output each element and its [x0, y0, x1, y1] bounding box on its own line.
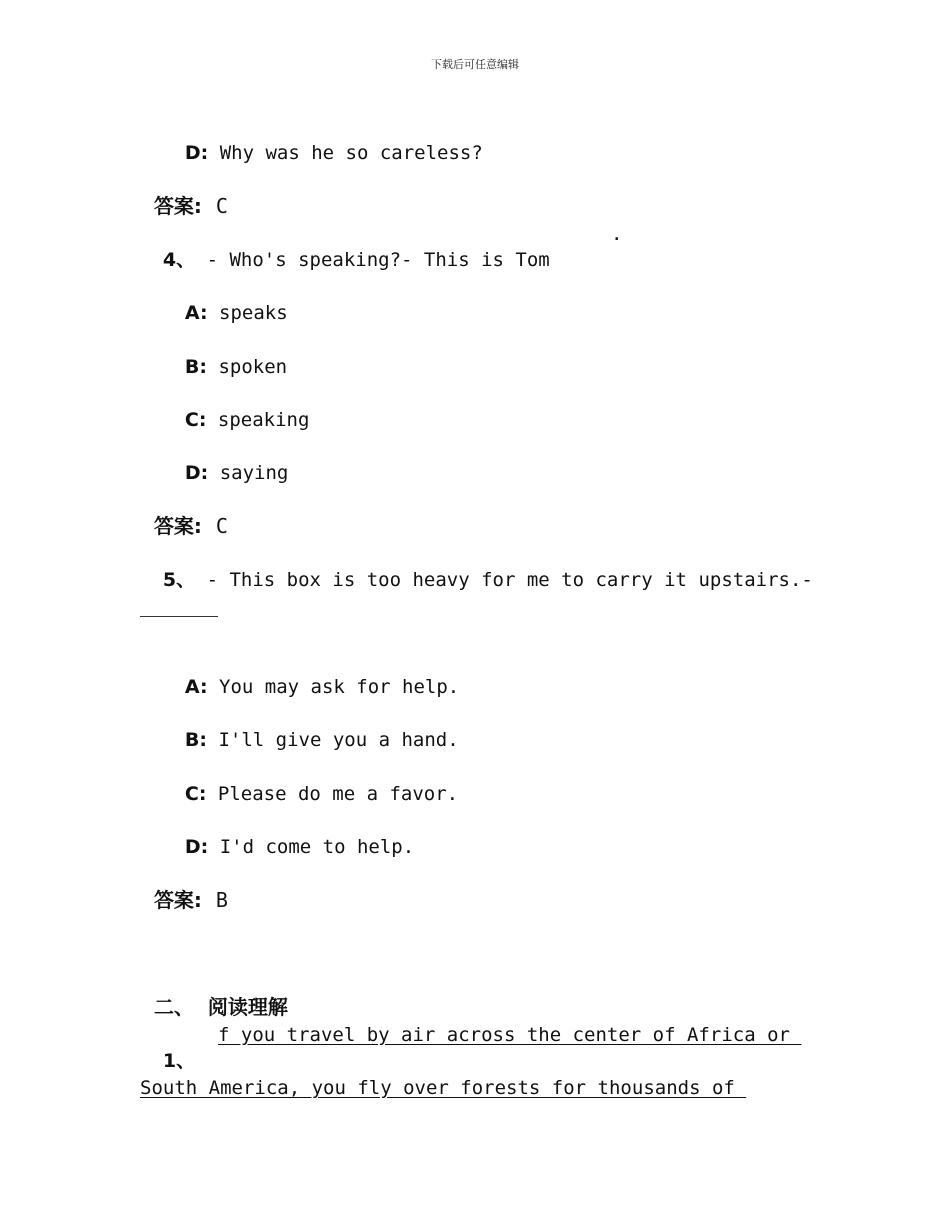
option-text: spoken [218, 356, 288, 378]
question-number: 4、 [162, 249, 196, 271]
option-label: A: [184, 302, 208, 324]
question-number: 1、 [162, 1050, 196, 1072]
answer-label: 答案: [153, 514, 202, 538]
option-label: D: [184, 142, 209, 164]
q5-stem [140, 541, 813, 593]
q4-stem-end: . [611, 223, 623, 245]
q5-answer [140, 861, 228, 913]
option-text: speaking [217, 409, 310, 431]
q4-option-b [162, 328, 287, 380]
option-text: You may ask for help. [219, 676, 460, 698]
option-label: B: [184, 729, 207, 751]
option-label: B: [184, 356, 207, 378]
answer-label: 答案: [153, 888, 202, 912]
reading-line-2: South America, you fly over forests for thousands of [140, 1077, 747, 1099]
option-text: speaks [219, 302, 288, 324]
q4-option-d [162, 434, 288, 486]
q5-option-c [162, 755, 458, 807]
q3-option-d [162, 114, 483, 166]
option-label: C: [184, 783, 207, 805]
option-text: I'd come to help. [219, 836, 415, 858]
option-label: D: [184, 462, 209, 484]
question-number: 5、 [162, 569, 196, 591]
answer-label: 答案: [153, 194, 202, 218]
option-text: Why was he so careless? [219, 142, 483, 164]
q5-option-d [162, 808, 414, 860]
q4-option-c [162, 381, 309, 433]
q3-answer [140, 167, 228, 219]
section-number: 二、 [153, 995, 194, 1019]
q5-option-a [162, 648, 459, 700]
section-title: 阅读理解 [207, 995, 288, 1019]
q4-stem [140, 221, 550, 273]
answer-value: B [215, 888, 228, 912]
reading-line-1: f you travel by air across the center of Africa or [218, 1024, 802, 1046]
option-text: saying [219, 462, 289, 484]
option-text: Please do me a favor. [217, 783, 459, 805]
option-label: C: [184, 409, 207, 431]
q5-option-b [162, 701, 459, 753]
q4-answer [140, 487, 228, 539]
question-text: - This box is too heavy for me to carry it upstairs.- [195, 569, 813, 591]
option-label: A: [184, 676, 208, 698]
option-label: D: [184, 836, 209, 858]
answer-value: C [215, 514, 228, 538]
q4-option-a [162, 274, 288, 326]
page-header: 下载后可任意编辑 [431, 58, 519, 71]
option-text: I'll give you a hand. [218, 729, 459, 751]
question-text: - Who's speaking?- This is Tom [195, 249, 550, 271]
answer-value: C [215, 194, 228, 218]
q5-answer-blank [140, 616, 218, 617]
section-heading [140, 968, 288, 1020]
reading-question-number [140, 1022, 195, 1074]
